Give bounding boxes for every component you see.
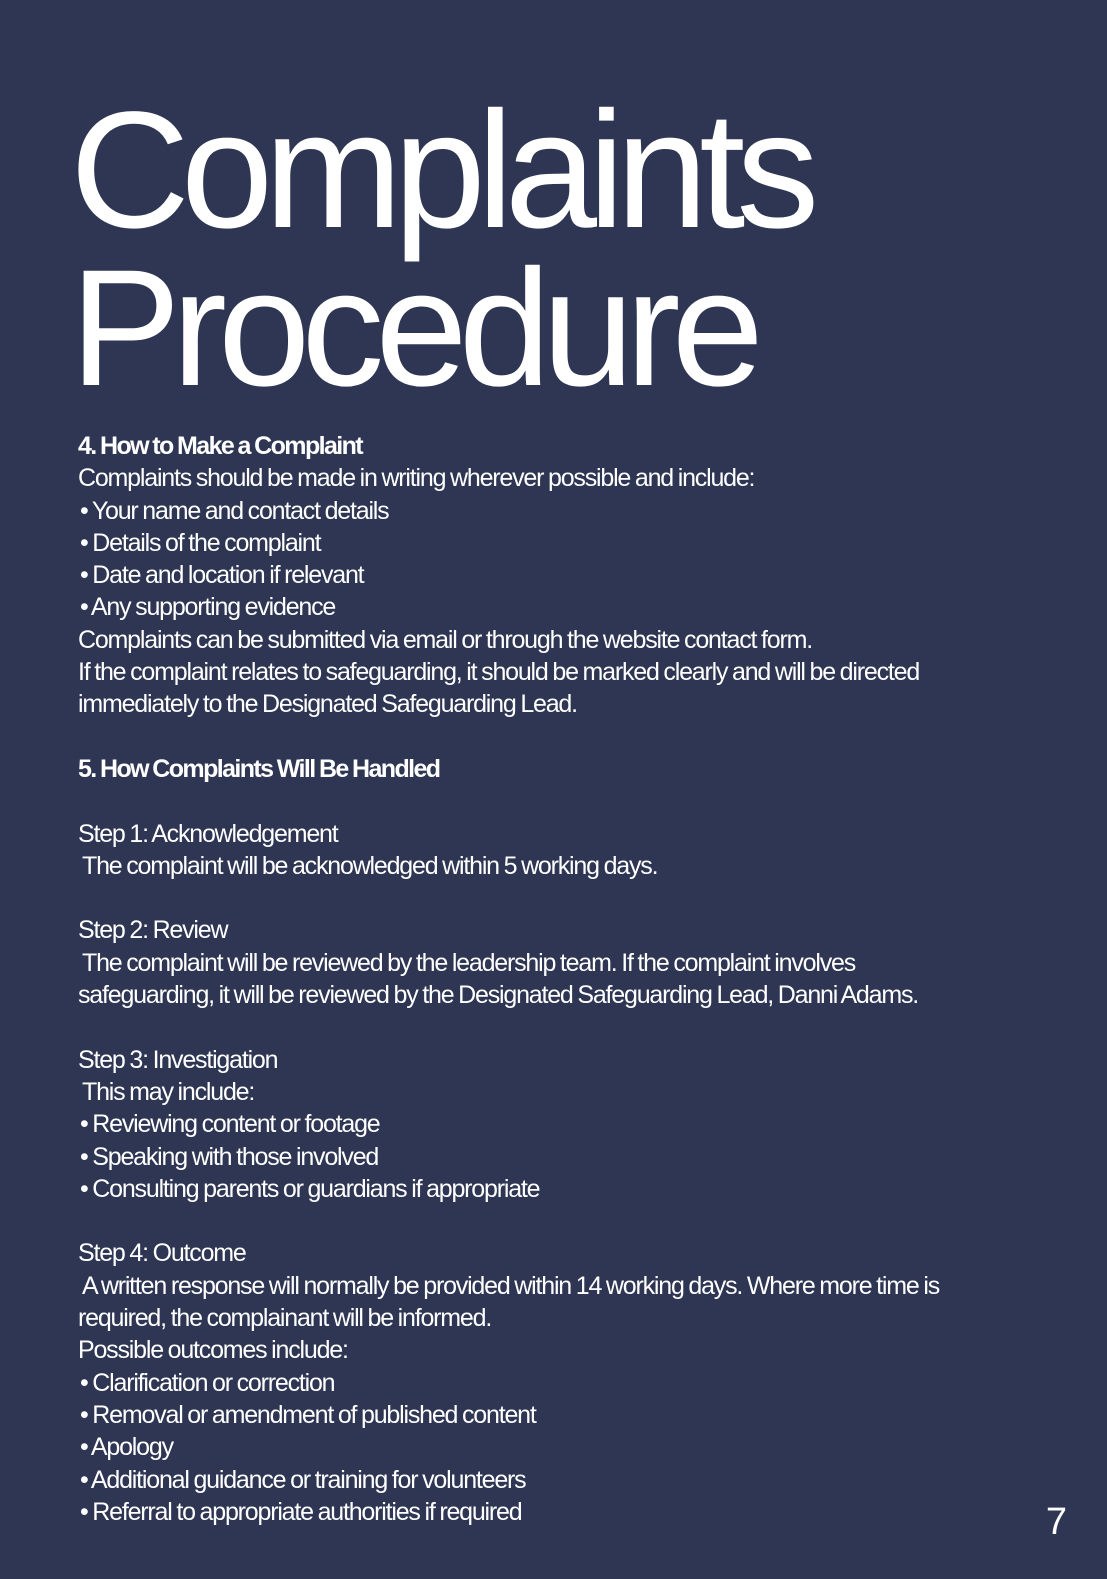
step-text: The complaint will be acknowledged within 5 working days. <box>82 851 658 880</box>
section-how-to-make-complaint <box>78 430 1038 721</box>
page-title-line-2: Procedure <box>70 236 755 421</box>
submission-text: Complaints can be submitted via email or through the website contact form. <box>78 625 812 654</box>
step-text: required, the complainant will be informed. <box>78 1304 492 1333</box>
bullet-item: • Additional guidance or training for volunteers <box>80 1465 526 1494</box>
section-heading: 5. How Complaints Will Be Handled <box>78 754 440 783</box>
step-text: safeguarding, it will be reviewed by the Designated Safeguarding Lead, Danni Adams. <box>78 981 918 1010</box>
bullet-item: • Details of the complaint <box>80 528 321 557</box>
section-how-complaints-handled <box>78 753 1038 1528</box>
step-text: The complaint will be reviewed by the leadership team. If the complaint involves <box>82 948 855 977</box>
step-text: A written response will normally be provided within 14 working days. Where more time is <box>82 1271 940 1300</box>
step-acknowledgement <box>78 818 1038 883</box>
step-outcome <box>78 1237 1038 1528</box>
bullet-item: • Clarification or correction <box>80 1368 335 1397</box>
bullet-item: • Consulting parents or guardians if appropriate <box>80 1174 540 1203</box>
bullet-item: • Apology <box>80 1433 173 1462</box>
bullet-item: • Date and location if relevant <box>80 561 364 590</box>
bullet-item: • Reviewing content or footage <box>80 1110 380 1139</box>
step-text: This may include: <box>82 1077 255 1106</box>
page-title <box>70 78 811 421</box>
spacer <box>78 1205 1038 1237</box>
safeguarding-text: immediately to the Designated Safeguarding Lead. <box>78 690 577 719</box>
page-number: 7 <box>1045 1501 1067 1543</box>
step-title: Step 1: Acknowledgement <box>78 819 338 848</box>
step-investigation <box>78 1044 1038 1205</box>
section-heading: 4. How to Make a Complaint <box>78 432 363 460</box>
safeguarding-text: If the complaint relates to safeguarding, it should be marked clearly and will be directed <box>78 658 920 687</box>
bullet-item: • Your name and contact details <box>80 496 389 525</box>
step-title: Step 2: Review <box>78 916 228 945</box>
bullet-item: • Any supporting evidence <box>80 593 336 622</box>
document-body <box>78 430 1038 1528</box>
spacer <box>78 1011 1038 1043</box>
outcomes-intro: Possible outcomes include: <box>78 1336 348 1365</box>
step-review <box>78 914 1038 1011</box>
spacer <box>78 785 1038 817</box>
step-title: Step 3: Investigation <box>78 1045 278 1074</box>
page-title-line-1: Complaints <box>70 78 811 263</box>
bullet-item: • Removal or amendment of published content <box>80 1400 536 1429</box>
section-intro: Complaints should be made in writing wherever possible and include: <box>78 464 755 493</box>
bullet-item: • Referral to appropriate authorities if required <box>80 1497 522 1526</box>
spacer <box>78 882 1038 914</box>
step-title: Step 4: Outcome <box>78 1239 246 1268</box>
bullet-item: • Speaking with those involved <box>80 1142 379 1171</box>
spacer <box>78 721 1038 753</box>
